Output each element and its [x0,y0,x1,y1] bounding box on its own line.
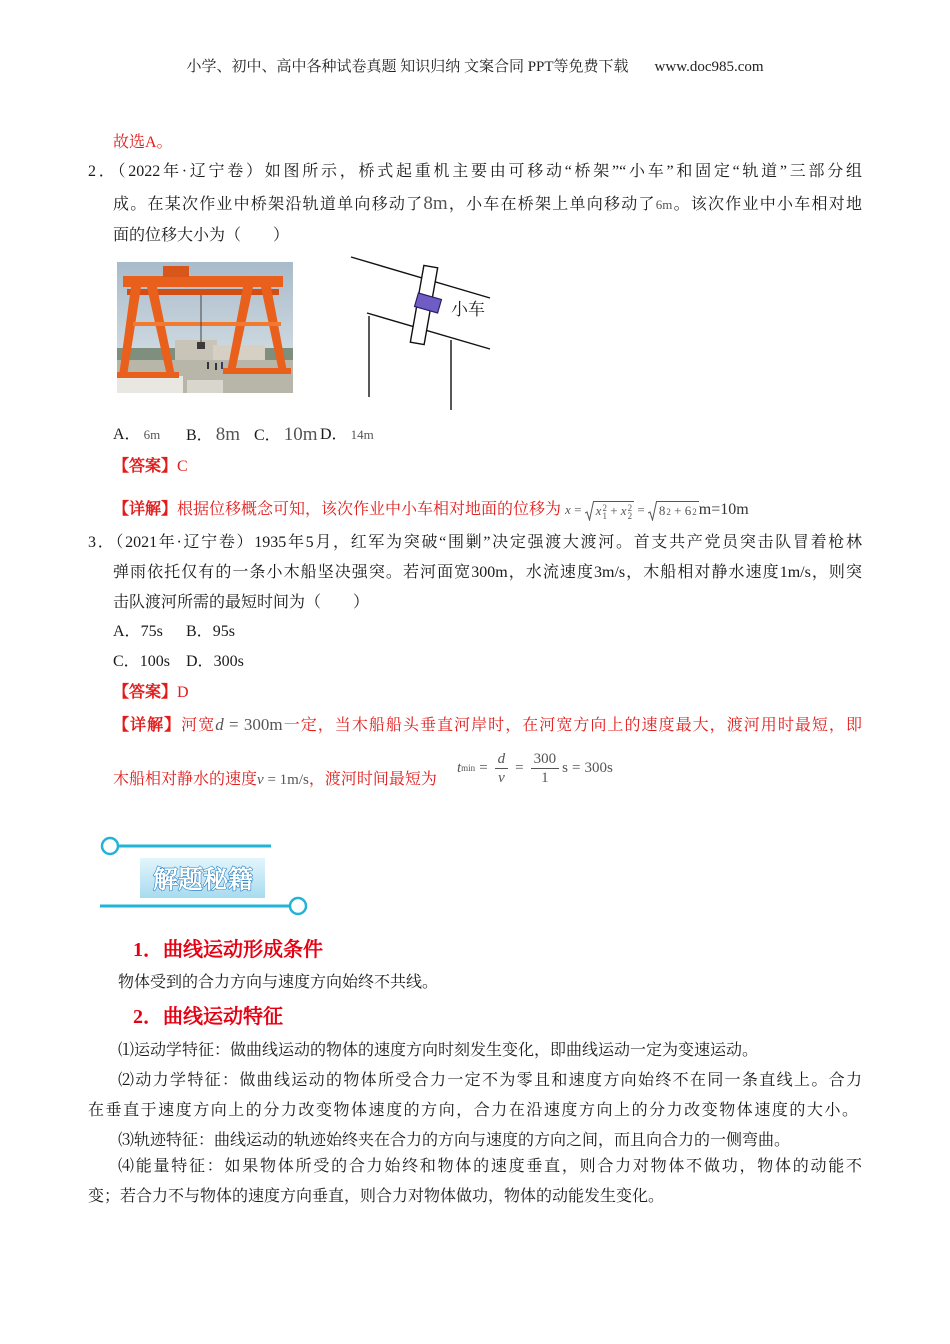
radicand-numeric [657,501,699,521]
q2-answer [113,455,188,479]
section-2-line: 在垂直于速度方向上的分力改变物体速度的方向，合力在沿速度方向上的分力改变物体速度的大小。 [88,1102,858,1119]
formula-var: v [257,772,264,788]
option-value: 10m [283,424,318,445]
option-value: 95s [212,623,235,640]
photo-worker [215,363,217,370]
option-value: 100s [139,653,170,670]
banner-top-circle [102,838,118,854]
option-label: D． [320,426,348,443]
answer-tag: 【答案】 [113,458,178,475]
crane-photo-drawing [117,262,293,393]
crane-diagram-drawing [345,250,495,415]
option-label: C． [254,427,281,444]
formula-value: 1m/s [279,772,309,788]
option-value: 6m [143,427,161,442]
term-x2: x [620,503,627,519]
boat-speed-formula [257,772,309,788]
header-site-url: www.doc985.com [654,59,764,75]
term-x2-indices [628,504,633,520]
q3-line-2: 弹雨依托仅有的一条小木船坚决强突。若河面宽300m，水流速度3m/s，木船相对静水速度1m/s，则突 [113,564,862,581]
photo-building [175,340,217,360]
answer-tag: 【答案】 [113,684,178,701]
option-label: A． [113,426,141,443]
answer-value: D [177,684,189,701]
q2-line-2-part-2: ，小车在桥架上单向移动了 [447,196,656,213]
section-2-line: ⑷能量特征：如果物体所受的合力始终和物体的速度垂直，则合力对物体不做功，物体的动能不 [118,1158,862,1175]
term-x1: x [595,503,602,519]
photo-worker [221,362,223,369]
sup: 2 [627,503,633,514]
formula-equals: = [515,759,524,776]
formula-subscript: min [461,763,476,773]
crane-hook [197,342,205,349]
sup: 2 [666,507,671,518]
q2-line-1: 2．（2022年·辽宁卷）如图所示，桥式起重机主要由可移动“桥架”“小车”和固定“轨道”三部分组 [88,163,862,180]
term-x1-indices [602,504,607,520]
q3-option-a [113,620,163,644]
q3-line-1: 3．（2021年·辽宁卷）1935年5月，红军为突破“围剿”决定强渡大渡河。首支共产党员突击队冒着枪林 [88,534,862,551]
displacement-formula [565,501,749,522]
header-tagline: 小学、初中、高中各种试卷真题 知识归纳 文案合同 PPT等免费下载 [186,59,629,75]
radical-sign [648,501,657,521]
q2-bridge-distance: 8m [423,193,448,214]
formula-unit: s [562,759,568,776]
detail-text: 河宽 [181,717,216,734]
tips-banner [95,830,315,922]
formula-equals: = [637,502,645,518]
option-label: B． [186,427,213,444]
section-2-line: ⑴运动学特征：做曲线运动的物体的速度方向时刻发生变化，即曲线运动一定为变速运动。 [118,1042,759,1059]
formula-var: x [565,502,571,518]
q3-detail-line-2 [113,768,437,792]
q3-line-3: 击队渡河所需的最短时间为（ ） [113,594,370,611]
section-1-text: 物体受到的合力方向与速度方向始终不共线。 [118,974,439,991]
section-2-heading: 2．曲线运动特征 [133,1006,283,1028]
q3-option-d [186,650,244,674]
q3-options-row-1 [113,620,313,644]
q2-line-2-part-1: 成。在某次作业中桥架沿轨道单向移动了 [113,196,424,213]
q3-options-row-2 [113,650,313,674]
crane-diagram [345,250,495,415]
trolley-car-label: 小车 [451,300,485,319]
tips-banner-drawing [95,830,315,922]
option-value: 8m [215,424,240,445]
page-header [0,55,950,79]
section-2-line: ⑶轨迹特征：曲线运动的轨迹始终夹在合力的方向与速度的方向之间，而且向合力的一侧弯曲。 [118,1132,791,1149]
q2-line-3: 面的位移大小为（ ） [113,227,290,244]
option-value: 14m [350,427,374,442]
q3-detail-line-1 [113,713,862,737]
sqrt-symbolic [585,501,634,521]
photo-worker [207,362,209,369]
option-label: C． [113,653,140,670]
radicand-symbolic [594,501,634,521]
q3-answer [113,681,189,705]
option-value: 300s [213,653,244,670]
q2-option-d [320,423,374,447]
sup: 2 [602,503,607,514]
detail-text: 根据位移概念可知，该次作业中小车相对地面的位移为 [177,501,562,518]
formula-equals: = [479,759,488,776]
formula-result: 300s [584,759,613,776]
numerator: 300 [531,750,560,769]
formula-result: m=10m [698,501,749,519]
crane-photo [117,262,293,393]
plus-sign: + [610,503,618,519]
photo-material-stack [117,376,183,393]
option-label: A． [113,623,141,640]
section-2-line: ⑵动力学特征：做曲线运动的物体所受合力一定不为零且和速度方向始终不在同一条直线上。合力 [118,1072,862,1089]
q2-car-distance: 6m [655,197,673,212]
detail-tag: 【详解】 [113,501,178,518]
term-8: 8 [658,503,666,519]
term-6-power [692,508,697,516]
previous-conclusion: 故选A。 [113,134,173,151]
detail-text: 一定，当木船船头垂直河岸时，在河宽方向上的速度最大，渡河用时最短，即 [282,717,862,734]
sub: 2 [627,511,633,522]
q2-option-c [254,423,317,448]
fraction-300-over-1 [531,750,560,787]
formula-equals: = [574,502,582,518]
term-8-power [666,508,671,516]
formula-var: d [215,715,224,734]
plus-sign: + [674,503,682,519]
denominator: 1 [541,769,549,786]
q2-options [113,423,433,447]
q3-option-c [113,650,170,674]
min-time-formula [457,746,613,790]
q3-option-b [186,620,235,644]
numerator: d [495,750,509,769]
formula-equals: = [267,772,276,788]
option-label: D． [186,653,214,670]
answer-value: C [177,458,188,475]
detail-tag: 【详解】 [113,717,182,734]
q2-line-2 [113,192,862,216]
sqrt-numeric [648,501,699,521]
sup: 2 [692,507,697,518]
detail-text: 木船相对静水的速度 [113,771,258,788]
section-2-line: 变；若合力不与物体的速度方向垂直，则合力对物体做功，物体的动能发生变化。 [88,1188,665,1205]
term-6: 6 [684,503,692,519]
banner-title: 解题秘籍 [152,866,254,894]
banner-bottom-circle [290,898,306,914]
formula-equals: = [571,759,581,776]
fraction-d-over-v [495,750,509,787]
formula-value: 300m [243,715,283,734]
option-value: 75s [140,623,163,640]
q2-option-b [186,423,240,448]
q2-option-a [113,423,160,447]
formula-equals: = [229,715,239,734]
detail-text: ，渡河时间最短为 [308,771,437,788]
radical-sign [585,501,594,521]
formula-var: t [457,759,462,776]
river-width-formula [215,715,282,734]
photo-material-stack [187,380,223,393]
sub: 1 [602,511,607,522]
section-1-heading: 1．曲线运动形成条件 [133,939,323,961]
q2-line-2-part-3: 。该次作业中小车相对地 [672,196,862,213]
option-label: B． [186,623,213,640]
q2-detail [113,496,749,524]
denominator: v [498,769,505,786]
